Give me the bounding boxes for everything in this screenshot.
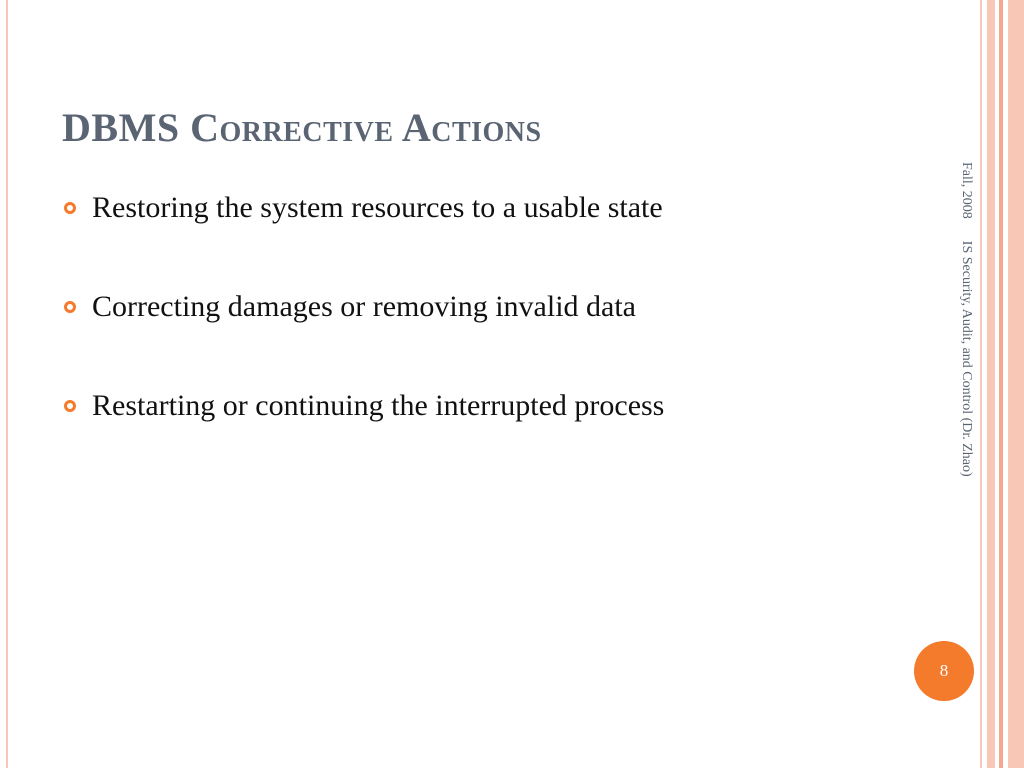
footer-course: IS Security, Audit, and Control (Dr. Zhao) (959, 240, 974, 477)
right-stripe-3 (999, 0, 1003, 768)
bullet-item (64, 384, 904, 428)
page-number-badge (914, 641, 974, 701)
bullet-item (64, 186, 904, 230)
bullet-text: Restarting or continuing the interrupted process (92, 389, 665, 422)
circle-outline-icon (64, 202, 76, 214)
right-stripe-4 (1008, 0, 1024, 768)
left-border-line (6, 0, 8, 768)
circle-outline-icon (64, 301, 76, 313)
footer-date: Fall, 2008 (959, 162, 974, 219)
bullet-text: Restoring the system resources to a usable state (92, 191, 663, 224)
footer-vertical (950, 162, 974, 602)
page-number: 8 (939, 661, 949, 680)
bullet-item (64, 285, 904, 329)
circle-outline-icon (64, 400, 76, 412)
bullet-list (64, 186, 904, 483)
right-stripe-2 (987, 0, 995, 768)
slide-title: DBMS Corrective Actions (62, 105, 542, 150)
right-stripe-1 (980, 0, 982, 768)
bullet-text: Correcting damages or removing invalid data (92, 290, 636, 323)
